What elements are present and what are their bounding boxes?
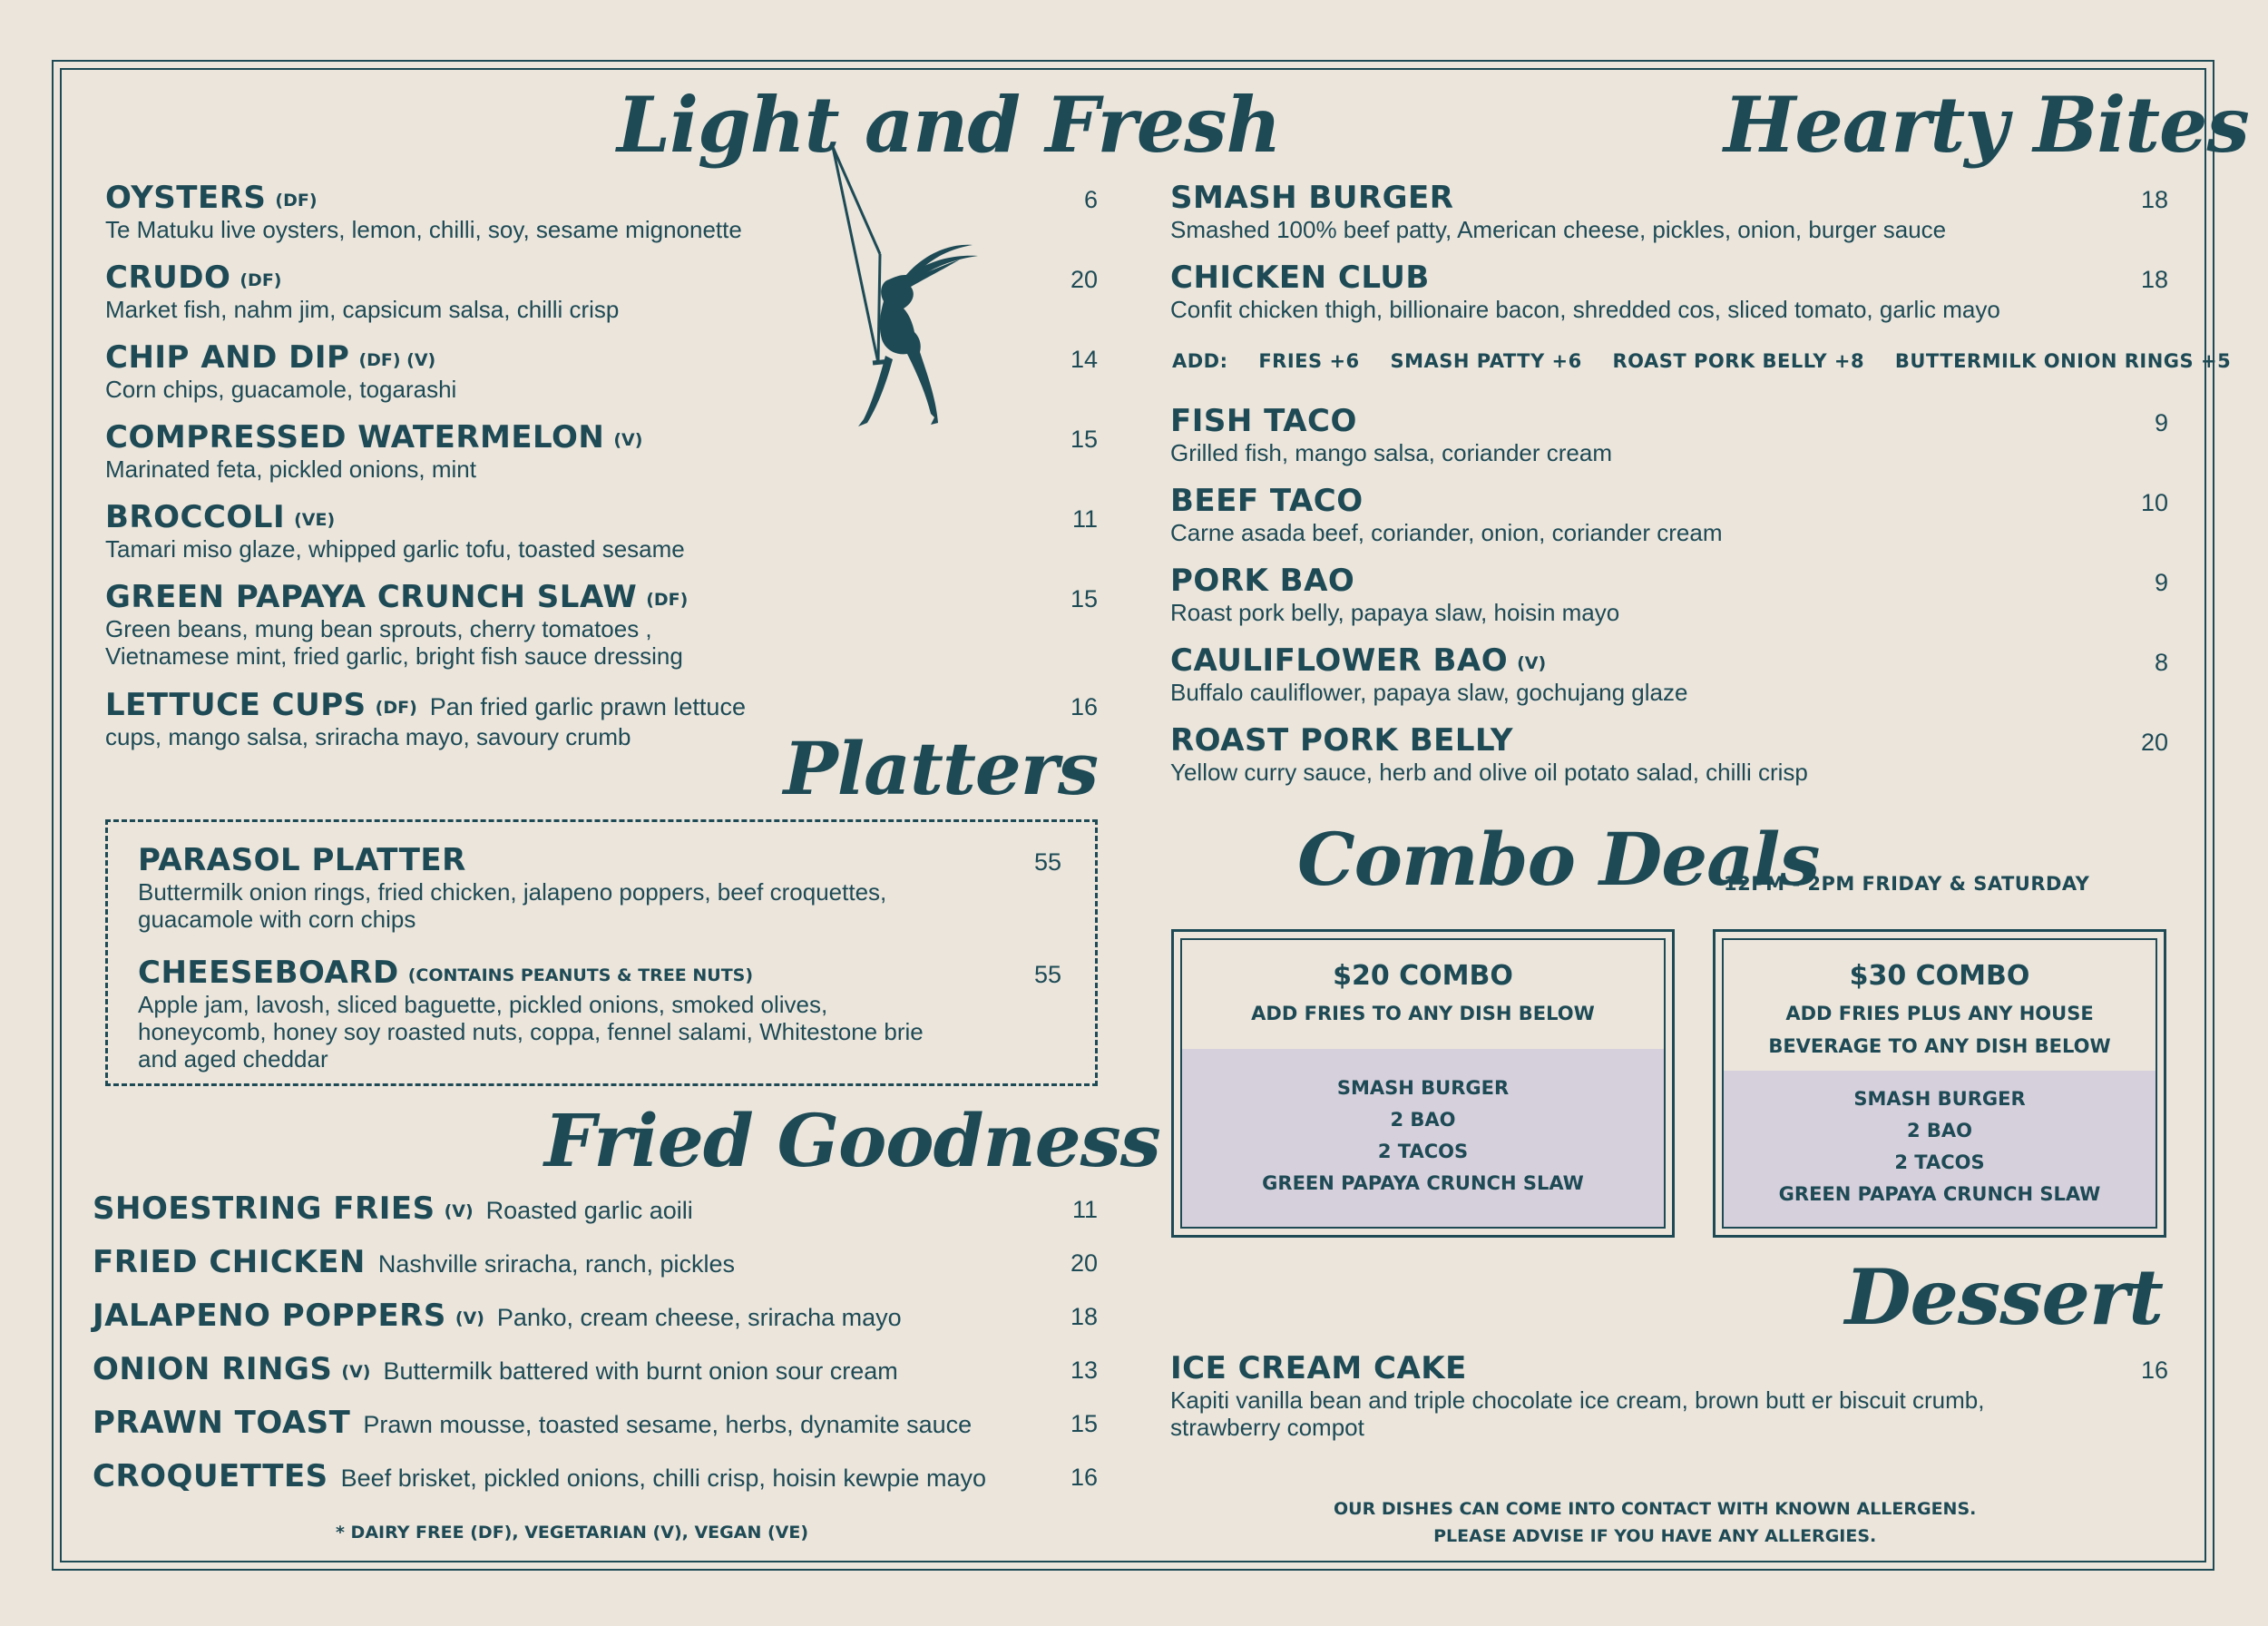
item-price: 20 — [2140, 729, 2168, 756]
add-ons-line — [1172, 350, 2231, 372]
item-inline-description: Buttermilk battered with burnt onion sour cream — [383, 1357, 898, 1385]
menu-item-chip-and-dip — [105, 339, 456, 403]
section-title-platters: Platters — [783, 726, 1098, 811]
item-name: BEEF TACO — [1170, 483, 1364, 519]
item-name: ROAST PORK BELLY — [1170, 722, 1513, 759]
item-name: PORK BAO — [1170, 563, 1355, 599]
item-description: cups, mango salsa, sriracha mayo, savoury crumb — [105, 723, 631, 750]
item-inline-description: Roasted garlic aoili — [485, 1197, 693, 1224]
item-inline-description: Nashville sriracha, ranch, pickles — [377, 1250, 736, 1278]
combo-option: 2 TACOS — [1894, 1151, 1985, 1173]
combo-subtitle: ADD FRIES PLUS ANY HOUSE — [1785, 1003, 2094, 1024]
diet-tag: (V) — [341, 1362, 371, 1382]
combo-options — [1182, 1049, 1664, 1227]
item-name: CHIP AND DIP — [105, 339, 350, 376]
diet-tag: (DF) — [646, 590, 689, 610]
menu-item-crudo — [105, 260, 619, 323]
item-inline-description: Beef brisket, pickled onions, chilli crisp, hoisin kewpie mayo — [340, 1464, 986, 1492]
item-price: 18 — [2140, 266, 2168, 293]
item-price: 6 — [1083, 186, 1098, 213]
combo-hours: 12PM - 2PM FRIDAY & SATURDAY — [1724, 873, 2090, 895]
combo-card-30 — [1713, 929, 2166, 1238]
add-on-onion-rings: BUTTERMILK ONION RINGS +5 — [1894, 350, 2232, 372]
item-name: ONION RINGS — [93, 1351, 333, 1387]
item-description-line2: honeycomb, honey soy roasted nuts, coppa, fennel salami, Whitestone brie — [138, 1018, 924, 1045]
item-name: CHEESEBOARD — [138, 955, 399, 991]
item-name: JALAPENO POPPERS — [93, 1298, 446, 1334]
item-name: FRIED CHICKEN — [93, 1244, 366, 1280]
item-description: Buttermilk onion rings, fried chicken, jalapeno poppers, beef croquettes, — [138, 878, 887, 906]
item-price: 9 — [2154, 409, 2168, 436]
item-price: 15 — [1070, 1410, 1098, 1437]
menu-item-prawn-toast — [93, 1405, 972, 1441]
item-description: Marinated feta, pickled onions, mint — [105, 455, 476, 483]
menu-item-cauliflower-bao — [1170, 642, 1687, 706]
allergen-notice-line2: PLEASE ADVISE IF YOU HAVE ANY ALLERGIES. — [1433, 1526, 1877, 1546]
item-description: Corn chips, guacamole, togarashi — [105, 376, 457, 403]
combo-subtitle: ADD FRIES TO ANY DISH BELOW — [1251, 1003, 1595, 1024]
item-description-line3: and aged cheddar — [138, 1045, 328, 1073]
item-description: Te Matuku live oysters, lemon, chilli, soy, sesame mignonette — [105, 216, 742, 243]
item-price: 20 — [1070, 1249, 1098, 1277]
item-description: Market fish, nahm jim, capsicum salsa, chilli crisp — [105, 296, 620, 323]
item-description: Buffalo cauliflower, papaya slaw, gochujang glaze — [1170, 679, 1688, 706]
menu-item-parasol-platter — [138, 842, 886, 933]
item-name: PRAWN TOAST — [93, 1405, 351, 1441]
item-price: 13 — [1070, 1357, 1098, 1384]
allergen-tag: (CONTAINS PEANUTS & TREE NUTS) — [407, 965, 754, 985]
item-description: Apple jam, lavosh, sliced baguette, pickled onions, smoked olives, — [138, 991, 828, 1018]
item-name: BROCCOLI — [105, 499, 286, 535]
section-title-fried-goodness: Fried Goodness — [544, 1098, 1160, 1183]
diet-tag: (DF) — [375, 698, 417, 718]
item-price: 16 — [1070, 1464, 1098, 1491]
menu-item-fried-chicken — [93, 1244, 735, 1280]
diet-tag: (DF) (V) — [358, 350, 436, 370]
item-name: CAULIFLOWER BAO — [1170, 642, 1509, 679]
diet-tag: (VE) — [294, 510, 336, 530]
menu-item-ice-cream-cake — [1170, 1350, 1984, 1441]
item-price: 8 — [2154, 649, 2168, 676]
menu-item-onion-rings — [93, 1351, 898, 1387]
item-name: LETTUCE CUPS — [105, 687, 367, 723]
dietary-legend: * DAIRY FREE (DF), VEGETARIAN (V), VEGAN (VE) — [336, 1523, 809, 1543]
menu-item-cheeseboard — [138, 955, 924, 1073]
item-price: 15 — [1070, 585, 1098, 612]
combo-title: $20 COMBO — [1333, 960, 1513, 992]
item-name: CROQUETTES — [93, 1458, 328, 1494]
combo-options — [1724, 1071, 2156, 1227]
diet-tag: (V) — [455, 1308, 484, 1328]
combo-option: 2 BAO — [1390, 1109, 1456, 1131]
combo-card-20 — [1171, 929, 1675, 1238]
allergen-notice-line1: OUR DISHES CAN COME INTO CONTACT WITH KNOWN ALLERGENS. — [1334, 1499, 1977, 1519]
menu-item-compressed-watermelon — [105, 419, 642, 483]
allergen-notice — [1334, 1495, 1976, 1550]
item-price: 16 — [1070, 693, 1098, 720]
item-description: Grilled fish, mango salsa, coriander cream — [1170, 439, 1612, 466]
combo-option: 2 BAO — [1906, 1120, 1973, 1141]
menu-item-lettuce-cups — [105, 687, 746, 750]
item-description: Green beans, mung bean sprouts, cherry tomatoes , — [105, 615, 652, 642]
menu-item-beef-taco — [1170, 483, 1722, 546]
menu-item-chicken-club — [1170, 260, 2000, 323]
item-name: CRUDO — [105, 260, 231, 296]
add-on-fries: FRIES +6 — [1258, 350, 1360, 372]
item-name: SMASH BURGER — [1170, 180, 1454, 216]
item-price: 9 — [2154, 569, 2168, 596]
menu-item-oysters — [105, 180, 742, 243]
menu-item-broccoli — [105, 499, 685, 563]
item-description: Confit chicken thigh, billionaire bacon, shredded cos, sliced tomato, garlic mayo — [1170, 296, 2000, 323]
item-description: Roast pork belly, papaya slaw, hoisin mayo — [1170, 599, 1620, 626]
item-price: 16 — [2140, 1357, 2168, 1384]
combo-option: SMASH BURGER — [1853, 1088, 2026, 1110]
menu-item-jalapeno-poppers — [93, 1298, 902, 1334]
item-price: 11 — [1071, 505, 1098, 533]
item-price: 14 — [1070, 346, 1098, 373]
diet-tag: (V) — [444, 1201, 474, 1221]
item-price: 20 — [1070, 266, 1098, 293]
menu-item-fish-taco — [1170, 403, 1612, 466]
item-inline-description: Pan fried garlic prawn lettuce — [429, 693, 746, 720]
combo-option: 2 TACOS — [1377, 1141, 1469, 1162]
item-description: Smashed 100% beef patty, American cheese, pickles, onion, burger sauce — [1170, 216, 1947, 243]
swinging-woman-silhouette-icon — [826, 145, 980, 454]
item-price: 55 — [1033, 961, 1061, 988]
diet-tag: (DF) — [240, 270, 282, 290]
item-inline-description: Prawn mousse, toasted sesame, herbs, dynamite sauce — [363, 1411, 973, 1438]
menu-item-shoestring-fries — [93, 1190, 693, 1227]
add-on-roast-pork-belly: ROAST PORK BELLY +8 — [1612, 350, 1865, 372]
combo-subtitle-line2: BEVERAGE TO ANY DISH BELOW — [1768, 1035, 2111, 1057]
menu-item-green-papaya-slaw — [105, 579, 688, 670]
combo-option: SMASH BURGER — [1336, 1077, 1510, 1099]
item-price: 18 — [1070, 1303, 1098, 1330]
combo-option: GREEN PAPAYA CRUNCH SLAW — [1778, 1183, 2101, 1205]
section-title-light-fresh: Light and Fresh — [617, 80, 1281, 170]
item-name: GREEN PAPAYA CRUNCH SLAW — [105, 579, 638, 615]
menu-item-croquettes — [93, 1458, 986, 1494]
item-description: Yellow curry sauce, herb and olive oil potato salad, chilli crisp — [1170, 759, 1808, 786]
section-title-dessert: Dessert — [1844, 1252, 2163, 1342]
item-price: 10 — [2140, 489, 2168, 516]
section-title-combo-deals: Combo Deals — [1297, 817, 1820, 902]
item-price: 55 — [1033, 848, 1061, 876]
item-price: 15 — [1070, 426, 1098, 453]
item-description: Kapiti vanilla bean and triple chocolate ice cream, brown butt er biscuit crumb, — [1170, 1386, 1985, 1414]
add-ons-label: ADD: — [1172, 350, 1228, 372]
item-name: CHICKEN CLUB — [1170, 260, 1430, 296]
diet-tag: (V) — [1517, 653, 1547, 673]
item-description-line2: guacamole with corn chips — [138, 906, 416, 933]
item-inline-description: Panko, cream cheese, sriracha mayo — [496, 1304, 902, 1331]
menu-item-roast-pork-belly — [1170, 722, 1808, 786]
item-name: OYSTERS — [105, 180, 267, 216]
diet-tag: (DF) — [275, 191, 318, 211]
item-price: 11 — [1071, 1196, 1098, 1223]
item-description: Tamari miso glaze, whipped garlic tofu, toasted sesame — [105, 535, 685, 563]
section-title-hearty-bites: Hearty Bites — [1724, 80, 2249, 170]
item-description: Carne asada beef, coriander, onion, coriander cream — [1170, 519, 1723, 546]
add-on-smash-patty: SMASH PATTY +6 — [1390, 350, 1582, 372]
item-name: SHOESTRING FRIES — [93, 1190, 435, 1227]
item-name: FISH TACO — [1170, 403, 1357, 439]
item-name: ICE CREAM CAKE — [1170, 1350, 1467, 1386]
diet-tag: (V) — [613, 430, 643, 450]
menu-item-pork-bao — [1170, 563, 1619, 626]
combo-title: $30 COMBO — [1849, 960, 2030, 992]
item-description-line2: strawberry compot — [1170, 1414, 1364, 1441]
item-price: 18 — [2140, 186, 2168, 213]
menu-item-smash-burger — [1170, 180, 1946, 243]
item-description-line2: Vietnamese mint, fried garlic, bright fish sauce dressing — [105, 642, 683, 670]
combo-option: GREEN PAPAYA CRUNCH SLAW — [1262, 1172, 1584, 1194]
item-name: COMPRESSED WATERMELON — [105, 419, 605, 455]
item-name: PARASOL PLATTER — [138, 842, 466, 878]
